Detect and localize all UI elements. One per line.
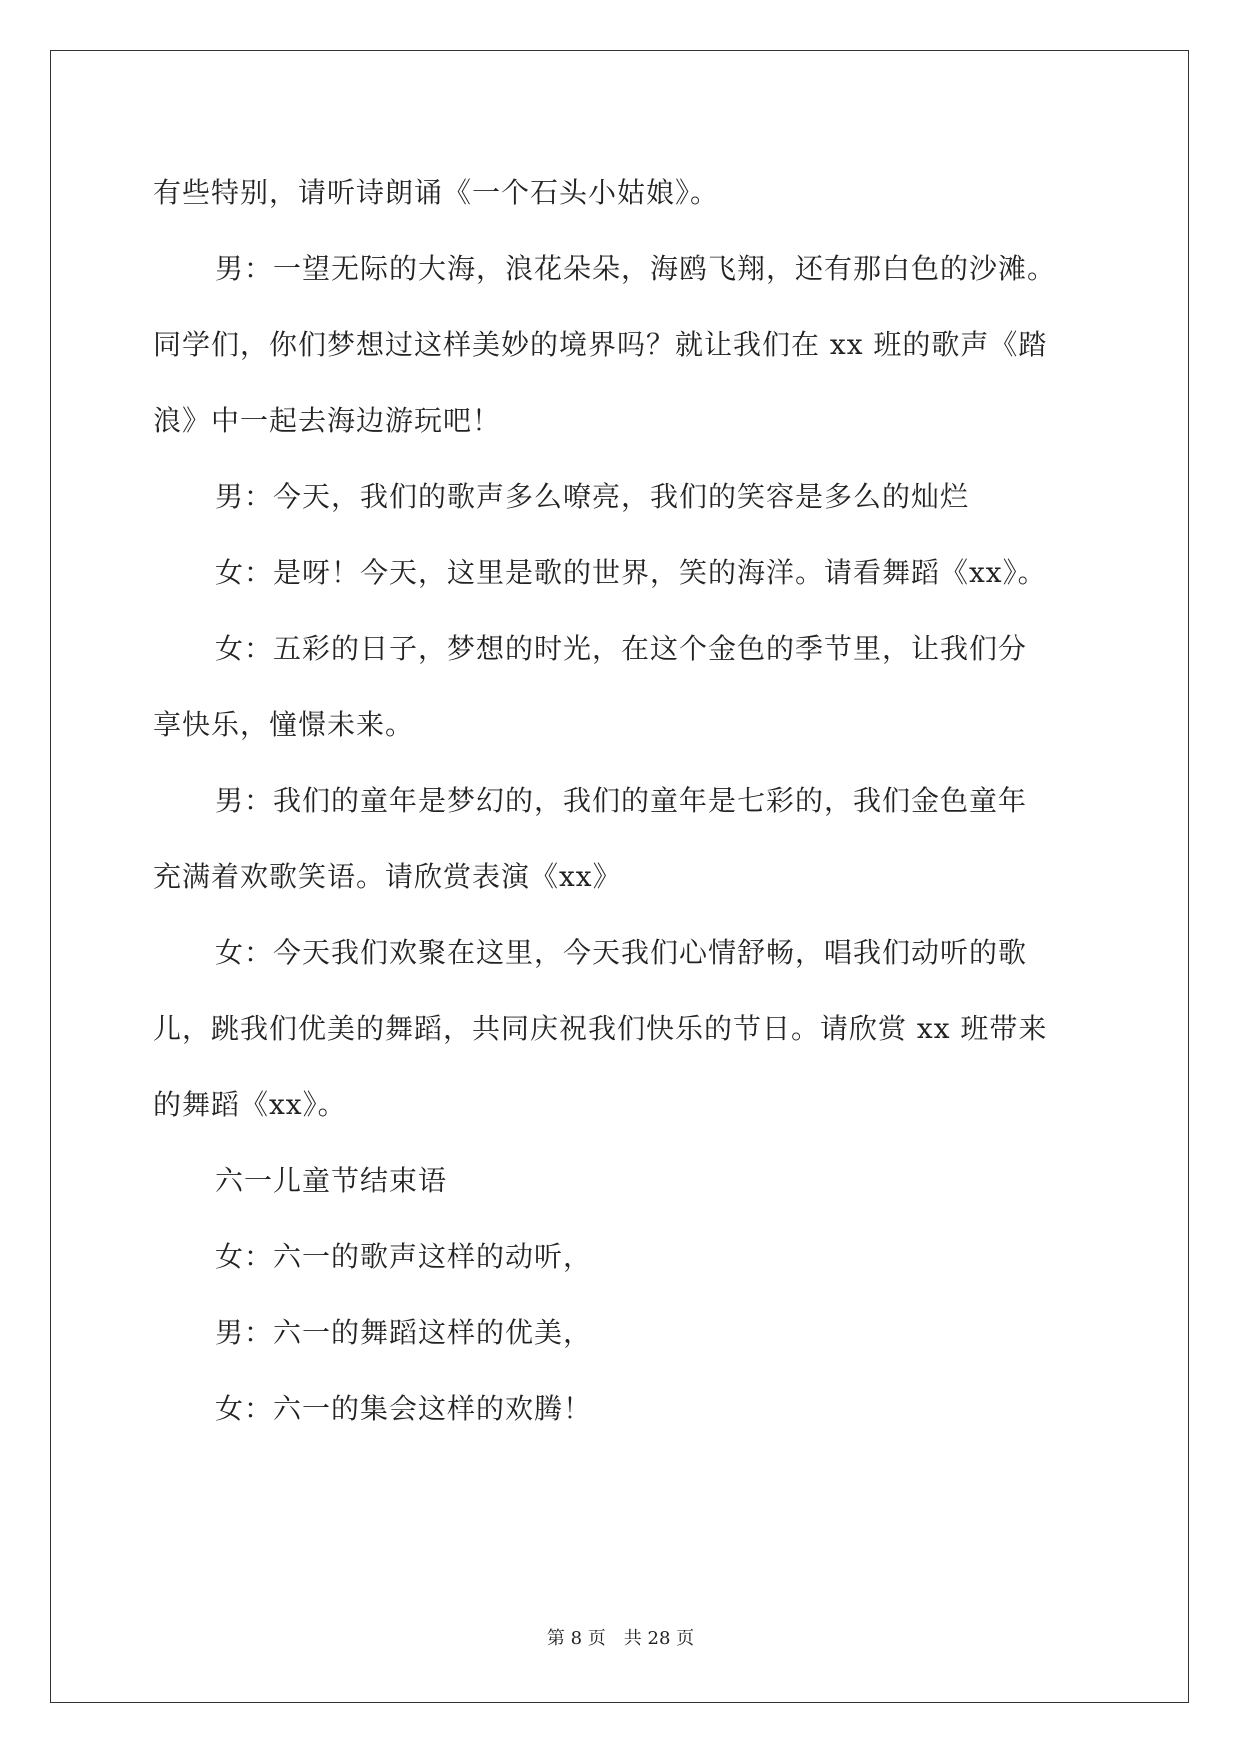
- text-line: 充满着欢歌笑语。请欣赏表演《xx》: [153, 860, 622, 893]
- text-line: 浪》中一起去海边游玩吧！: [153, 404, 502, 437]
- text-line: 同学们，你们梦想过这样美妙的境界吗？就让我们在 xx 班的歌声《踏: [153, 328, 1048, 361]
- text-line: 的舞蹈《xx》。: [153, 1088, 347, 1121]
- text-line: 儿，跳我们优美的舞蹈，共同庆祝我们快乐的节日。请欣赏 xx 班带来: [153, 1012, 1048, 1045]
- text-line: 女：六一的歌声这样的动听，: [215, 1240, 593, 1273]
- text-line: 女：今天我们欢聚在这里，今天我们心情舒畅，唱我们动听的歌: [215, 936, 1028, 969]
- text-line: 享快乐，憧憬未来。: [153, 708, 415, 741]
- text-line: 男：我们的童年是梦幻的，我们的童年是七彩的，我们金色童年: [215, 784, 1028, 817]
- text-line: 女：是呀！今天，这里是歌的世界，笑的海洋。请看舞蹈《xx》。: [215, 556, 1047, 589]
- text-line: 有些特别，请听诗朗诵《一个石头小姑娘》。: [153, 176, 720, 209]
- section-heading: 六一儿童节结束语: [215, 1164, 448, 1197]
- text-line: 女：六一的集会这样的欢腾！: [215, 1392, 593, 1425]
- text-line: 男：六一的舞蹈这样的优美，: [215, 1316, 593, 1349]
- document-body: [153, 155, 1093, 1447]
- page-number-footer: 第 8 页 共 28 页: [546, 1628, 695, 1649]
- text-line: 女：五彩的日子，梦想的时光，在这个金色的季节里，让我们分: [215, 632, 1028, 665]
- text-line: 男：一望无际的大海，浪花朵朵，海鸥飞翔，还有那白色的沙滩。: [215, 252, 1057, 285]
- text-line: 男：今天，我们的歌声多么嘹亮，我们的笑容是多么的灿烂: [215, 480, 970, 513]
